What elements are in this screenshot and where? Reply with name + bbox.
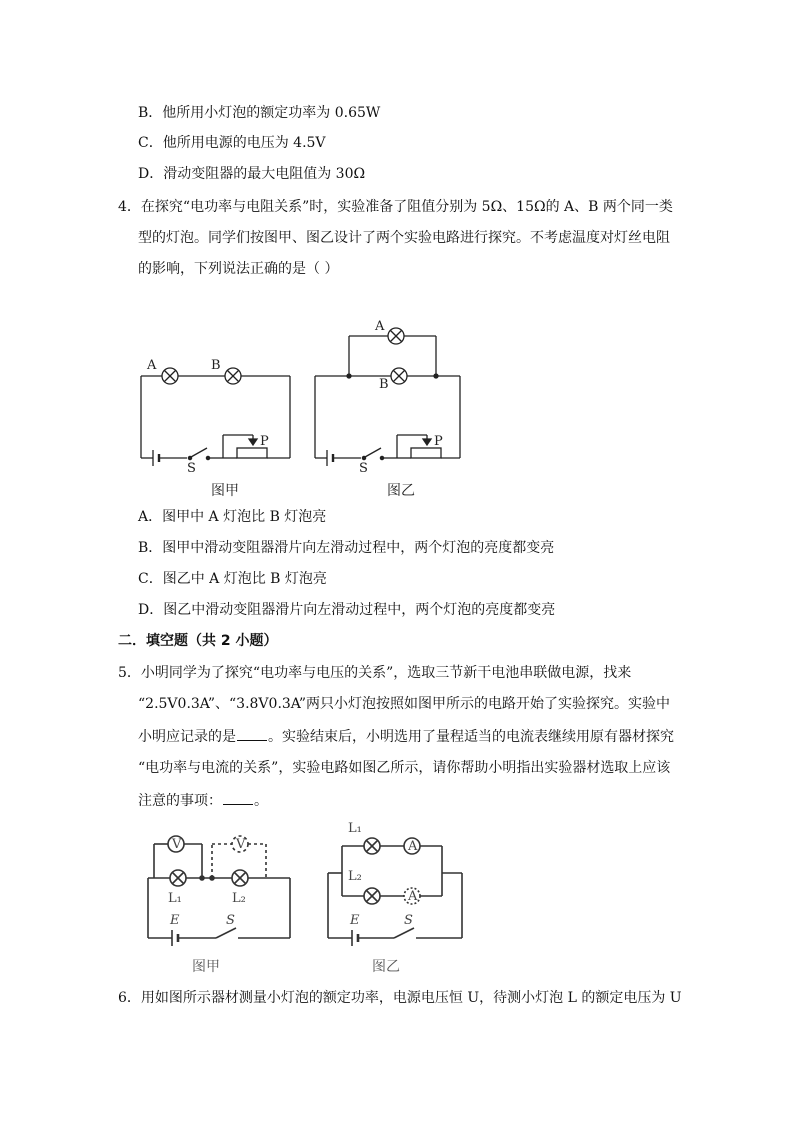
- q4-stem-line-2: 型的灯泡。同学们按图甲、图乙设计了两个实验电路进行探究。不考虑温度对灯丝电阻: [138, 230, 670, 246]
- q5-jia-l2-label: L₂: [232, 891, 246, 906]
- q5-caption-yi: 图乙: [372, 959, 400, 975]
- q3-option-d: D．滑动变阻器的最大电阻值为 30Ω: [138, 166, 366, 182]
- q5-stem-line-2: “2.5V0.3A”、“3.8V0.3A”两只小灯泡按照如图甲所示的电路开始了实验探究。实验中: [138, 696, 671, 712]
- q6-stem-line-1: 6．用如图所示器材测量小灯泡的额定功率，电源电压恒 U，待测小灯泡 L 的额定电压为 U: [118, 990, 682, 1006]
- q5-jia-e-label: E: [170, 913, 180, 928]
- q5-yi-l2-label: L₂: [348, 869, 362, 884]
- q5-stem-line-4: “电功率与电流的关系”，实验电路如图乙所示，请你帮助小明指出实验器材选取上应该: [138, 760, 671, 776]
- q5-blank-1[interactable]: [237, 726, 267, 741]
- circuit-jia: [141, 368, 290, 466]
- q5-line3-before-blank: 小明应记录的是: [138, 729, 236, 745]
- q4-option-b: B．图甲中滑动变阻器滑片向左滑动过程中，两个灯泡的亮度都变亮: [138, 540, 555, 556]
- q5-yi-ammeter2-label: A: [408, 889, 418, 904]
- yi-lamp-a-label: A: [375, 319, 385, 334]
- q5-yi-e-label: E: [350, 913, 360, 928]
- q5-stem-line-5: [138, 790, 268, 811]
- q4-caption-jia: 图甲: [211, 483, 239, 499]
- section-title: 二．填空题（共 2 小题）: [118, 633, 278, 649]
- q5-stem-line-3: [138, 726, 674, 747]
- q5-jia-voltmeter-label: V: [172, 837, 182, 852]
- yi-slider-label: P: [434, 434, 443, 449]
- q5-blank-2[interactable]: [223, 790, 253, 805]
- jia-lamp-a-label: A: [147, 358, 157, 373]
- q4-option-d: D．图乙中滑动变阻器滑片向左滑动过程中，两个灯泡的亮度都变亮: [138, 602, 556, 618]
- q5-yi-s-label: S: [404, 913, 413, 928]
- q5-stem-line-1: 5．小明同学为了探究“电功率与电压的关系”，选取三节新干电池串联做电源，找来: [118, 665, 632, 681]
- q4-stem-line-1: 4．在探究“电功率与电阻关系”时，实验准备了阻值分别为 5Ω、15Ω的 A、B 两个同一类: [118, 199, 673, 215]
- yi-lamp-b-label: B: [379, 377, 389, 392]
- q5-line5-after-blank: 。: [254, 793, 268, 809]
- jia-slider-label: P: [260, 434, 269, 449]
- q4-option-c: C．图乙中 A 灯泡比 B 灯泡亮: [138, 571, 327, 587]
- q4-caption-yi: 图乙: [387, 483, 415, 499]
- q3-option-b: B．他所用小灯泡的额定功率为 0.65W: [138, 105, 381, 121]
- q4-circuit-figure: [135, 318, 475, 503]
- q5-line3-after-blank: 。实验结束后，小明选用了量程适当的电流表继续用原有器材探究: [268, 729, 674, 745]
- q5-jia-s-label: S: [226, 913, 235, 928]
- q5-jia-l1-label: L₁: [168, 891, 182, 906]
- q4-stem-line-3: 的影响，下列说法正确的是（ ）: [138, 261, 339, 277]
- jia-switch-label: S: [187, 461, 196, 476]
- q5-yi-ammeter-label: A: [408, 839, 418, 854]
- q5-caption-jia: 图甲: [192, 959, 220, 975]
- q5-jia-voltmeter2-label: V: [236, 837, 246, 852]
- q3-option-c: C．他所用电源的电压为 4.5V: [138, 135, 326, 151]
- q5-yi-l1-label: L₁: [348, 821, 362, 836]
- q5-circuit-figure: [140, 818, 480, 978]
- jia-lamp-b-label: B: [211, 358, 221, 373]
- q4-option-a: A．图甲中 A 灯泡比 B 灯泡亮: [138, 509, 327, 525]
- q5-line5-before-blank: 注意的事项：: [138, 793, 222, 809]
- yi-switch-label: S: [359, 461, 368, 476]
- q5-circuit-yi: [328, 838, 462, 946]
